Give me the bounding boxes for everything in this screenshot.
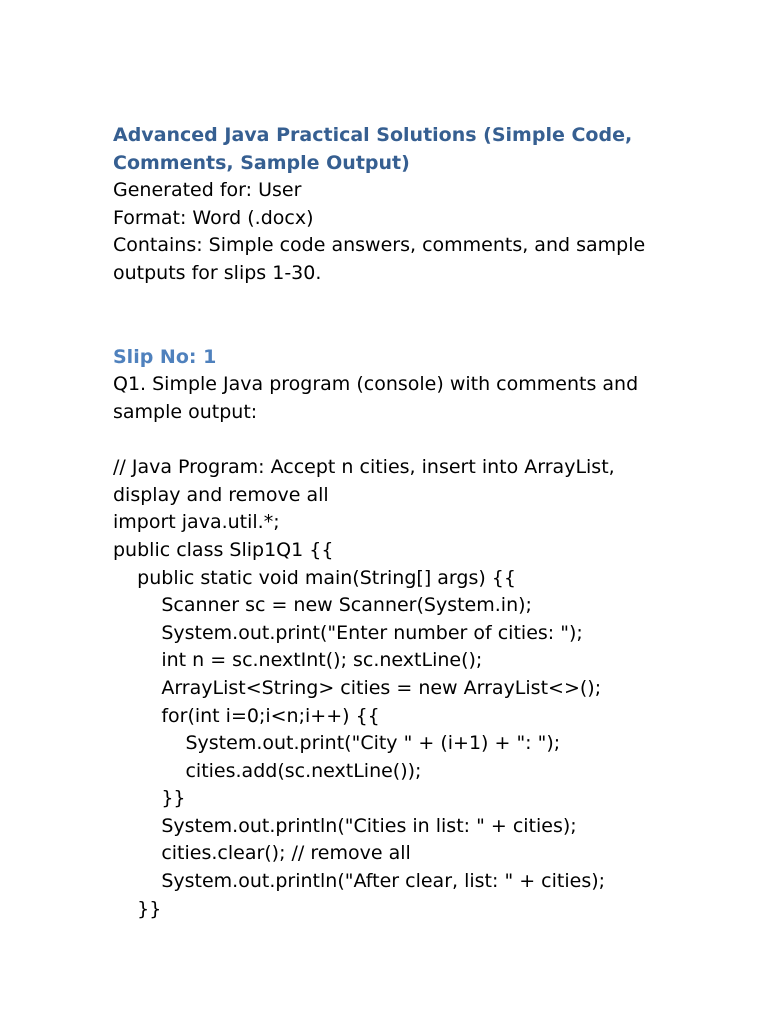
- code-line: public class Slip1Q1 {{: [113, 538, 334, 561]
- code-line: int n = sc.nextInt(); sc.nextLine();: [113, 649, 483, 672]
- code-comment: // Java Program: Accept n cities, insert into ArrayList, display and remove all: [113, 456, 615, 506]
- blank-line: [113, 427, 673, 455]
- document-page: [113, 121, 673, 923]
- code-line: for(int i=0;i<n;i++) {{: [113, 704, 380, 727]
- code-line: import java.util.*;: [113, 511, 280, 534]
- code-line: System.out.println("Cities in list: " + cities);: [113, 814, 577, 837]
- code-line: cities.clear(); // remove all: [113, 842, 411, 865]
- code-line: public static void main(String[] args) {{: [113, 566, 516, 589]
- code-line: cities.add(sc.nextLine());: [113, 759, 422, 782]
- code-line: Scanner sc = new Scanner(System.in);: [113, 594, 532, 617]
- document-title: Advanced Java Practical Solutions (Simple Code, Comments, Sample Output): [113, 124, 633, 174]
- code-block: [113, 509, 673, 923]
- code-line: System.out.print("City " + (i+1) + ": ");: [113, 732, 561, 755]
- code-line: System.out.print("Enter number of cities: ");: [113, 621, 583, 644]
- code-line: }}: [113, 787, 186, 810]
- generated-for-line: Generated for: User: [113, 179, 302, 201]
- code-line: }}: [113, 897, 162, 920]
- contains-line: Contains: Simple code answers, comments, and sample outputs for slips 1-30.: [113, 234, 646, 284]
- question-text: Q1. Simple Java program (console) with comments and sample output:: [113, 373, 639, 423]
- format-line: Format: Word (.docx): [113, 206, 314, 229]
- code-line: ArrayList<String> cities = new ArrayList<>();: [113, 676, 602, 699]
- slip-heading: Slip No: 1: [113, 346, 217, 369]
- section-spacer: [113, 287, 673, 343]
- code-line: System.out.println("After clear, list: " + cities);: [113, 870, 606, 893]
